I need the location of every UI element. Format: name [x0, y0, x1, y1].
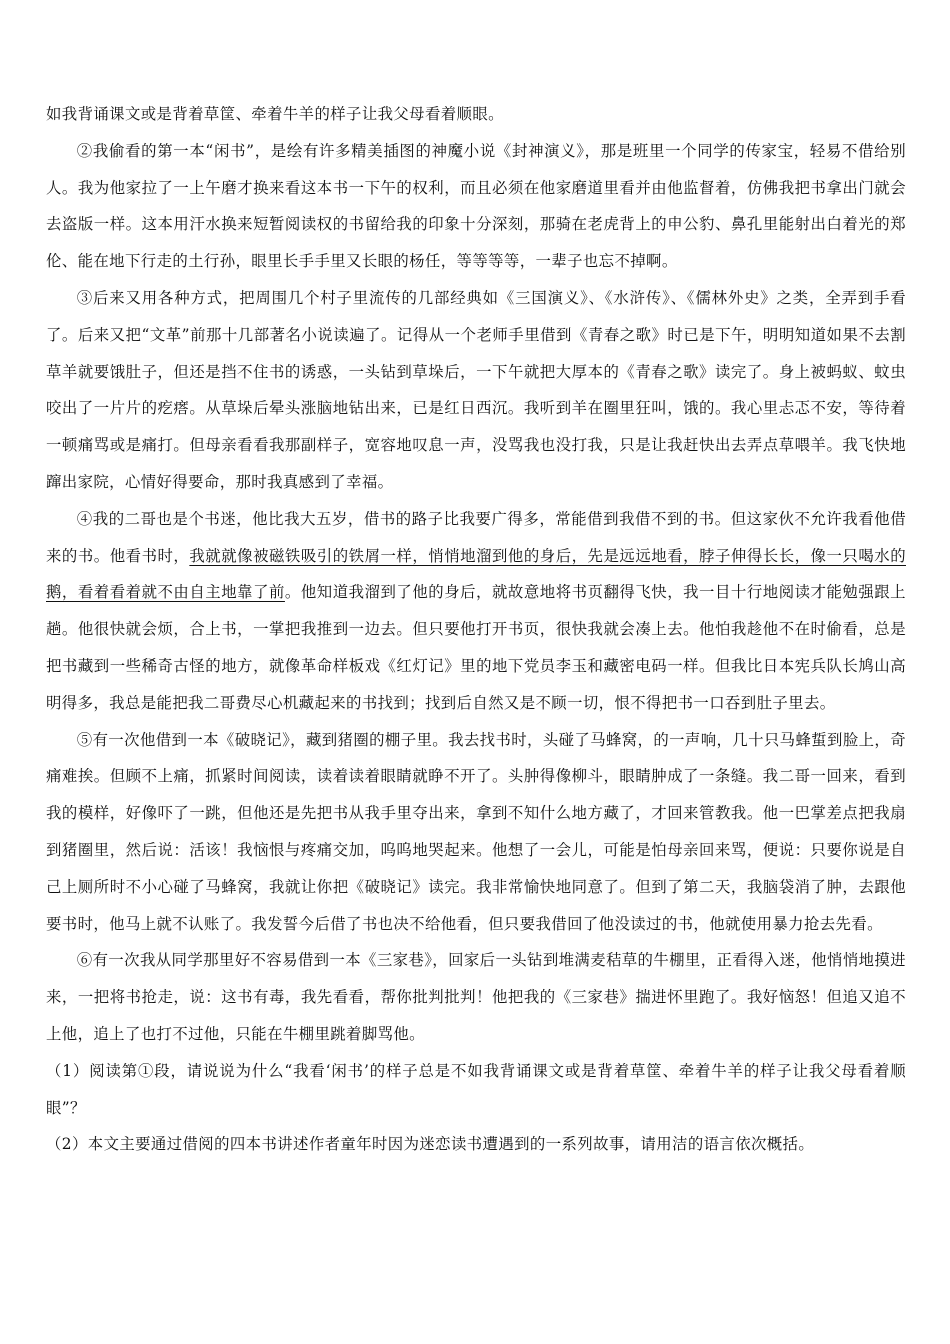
paragraph-4-end: 。他知道我溜到了他的身后，就故意地将书页翻得飞快，我一目十行地阅读才能勉强跟上趟。他很快就会烦，合上书，一掌把我推到一边去。但只要他打开书页，很快我就会凑上去。他怕我趁他不在时偷看，总是把书藏到一些稀奇古怪的地方，就像革命样板戏《红灯记》里的地下党员李玉和藏密电码一样。但我比日本宪兵队长鸠山高明得多，我总是能把我二哥费尽心机藏起来的书找到；找到后自然又是不顾一切，恨不得把书一口吞到肚子里去。: [46, 583, 906, 712]
paragraph-1-continuation: 如我背诵课文或是背着草筐、牵着牛羊的样子让我父母看着顺眼。: [46, 105, 504, 123]
paragraph-4-start: ④我的二哥也是个书迷，他比我大五岁，借书的路子比我要广得多，常能借到我借不到的书。但这家伙不允许我看他借来的书。他看书时，: [46, 509, 906, 565]
paragraph-4: [46, 501, 906, 722]
paragraph-5: ⑤有一次他借到一本《破晓记》，藏到猪圈的棚子里。我去找书时，头碰了马蜂窝，的一声响，几十只马蜂蜇到脸上，奇痛难挨。但顾不上痛，抓紧时间阅读，读着读着眼睛就睁不开了。头肿得像柳斗，眼睛肿成了一条缝。我二哥一回来，看到我的模样，好像吓了一跳，但他还是先把书从我手里夺出来，拿到不知什么地方藏了，才回来管教我。他一巴掌差点把我扇到猪圈里，然后说：活该！我恼恨与疼痛交加，呜呜地哭起来。他想了一会儿，可能是怕母亲回来骂，便说：只要你说是自己上厕所时不小心碰了马蜂窝，我就让你把《破晓记》读完。我非常愉快地同意了。但到了第二天，我脑袋消了肿，去跟他要书时，他马上就不认账了。我发誓今后借了书也决不给他看，但只要我借回了他没读过的书，他就使用暴力抢去先看。: [46, 730, 907, 933]
paragraph-3: ③后来又用各种方式，把周围几个村子里流传的几部经典如《三国演义》、《水浒传》、《儒林外史》之类，全弄到手看了。后来又把“文革”前那十几部著名小说读遍了。记得从一个老师手里借到《青春之歌》时已是下午，明明知道如果不去割草羊就要饿肚子，但还是挡不住书的诱惑，一头钻到草垛后，一下午就把大厚本的《青春之歌》读完了。身上被蚂蚁、蚊虫咬出了一片片的疙瘩。从草垛后晕头涨脑地钻出来，已是红日西沉。我听到羊在圈里狂叫，饿的。我心里忐忑不安，等待着一顿痛骂或是痛打。但母亲看看我那副样子，宽容地叹息一声，没骂我也没打我，只是让我赶快出去弄点草喂羊。我飞快地蹿出家院，心情好得要命，那时我真感到了幸福。: [46, 288, 906, 491]
question-1: （1）阅读第①段，请说说为什么“我看‘闲书’的样子总是不如我背诵课文或是背着草筐、牵着牛羊的样子让我父母看着顺眼”？: [46, 1061, 906, 1117]
document-page: [46, 96, 906, 1163]
paragraph-2: ②我偷看的第一本“闲书”，是绘有许多精美插图的神魔小说《封神演义》，那是班里一个同学的传家宝，轻易不借给别人。我为他家拉了一上午磨才换来看这本书一下午的权利，而且必须在他家磨道里看并由他监督着，仿佛我把书拿出门就会去盗版一样。这本用汗水换来短暂阅读权的书留给我的印象十分深刻，那骑在老虎背上的申公豹、鼻孔里能射出白着光的郑伦、能在地下行走的土行孙，眼里长手手里又长眼的杨任，等等等等，一辈子也忘不掉啊。: [46, 141, 906, 271]
paragraph-6: ⑥有一次我从同学那里好不容易借到一本《三家巷》，回家后一头钻到堆满麦秸草的牛棚里，正看得入迷，他悄悄地摸进来，一把将书抢走，说：这书有毒，我先看看，帮你批判批判！他把我的《三家巷》揣进怀里跑了。我好恼怒！但追又追不上他，追上了也打不过他，只能在牛棚里跳着脚骂他。: [46, 951, 907, 1043]
underlined-sentence: 我就就像被磁铁吸引的铁屑一样，悄悄地溜到他的身后，先是远远地看，脖子伸得长长，像一只喝水的鹅，看着看着就不由自主地靠了前: [46, 546, 906, 602]
question-2: （2）本文主要通过借阅的四本书讲述作者童年时因为迷恋读书遭遇到的一系列故事，请用洁的语言依次概括。: [46, 1135, 815, 1154]
